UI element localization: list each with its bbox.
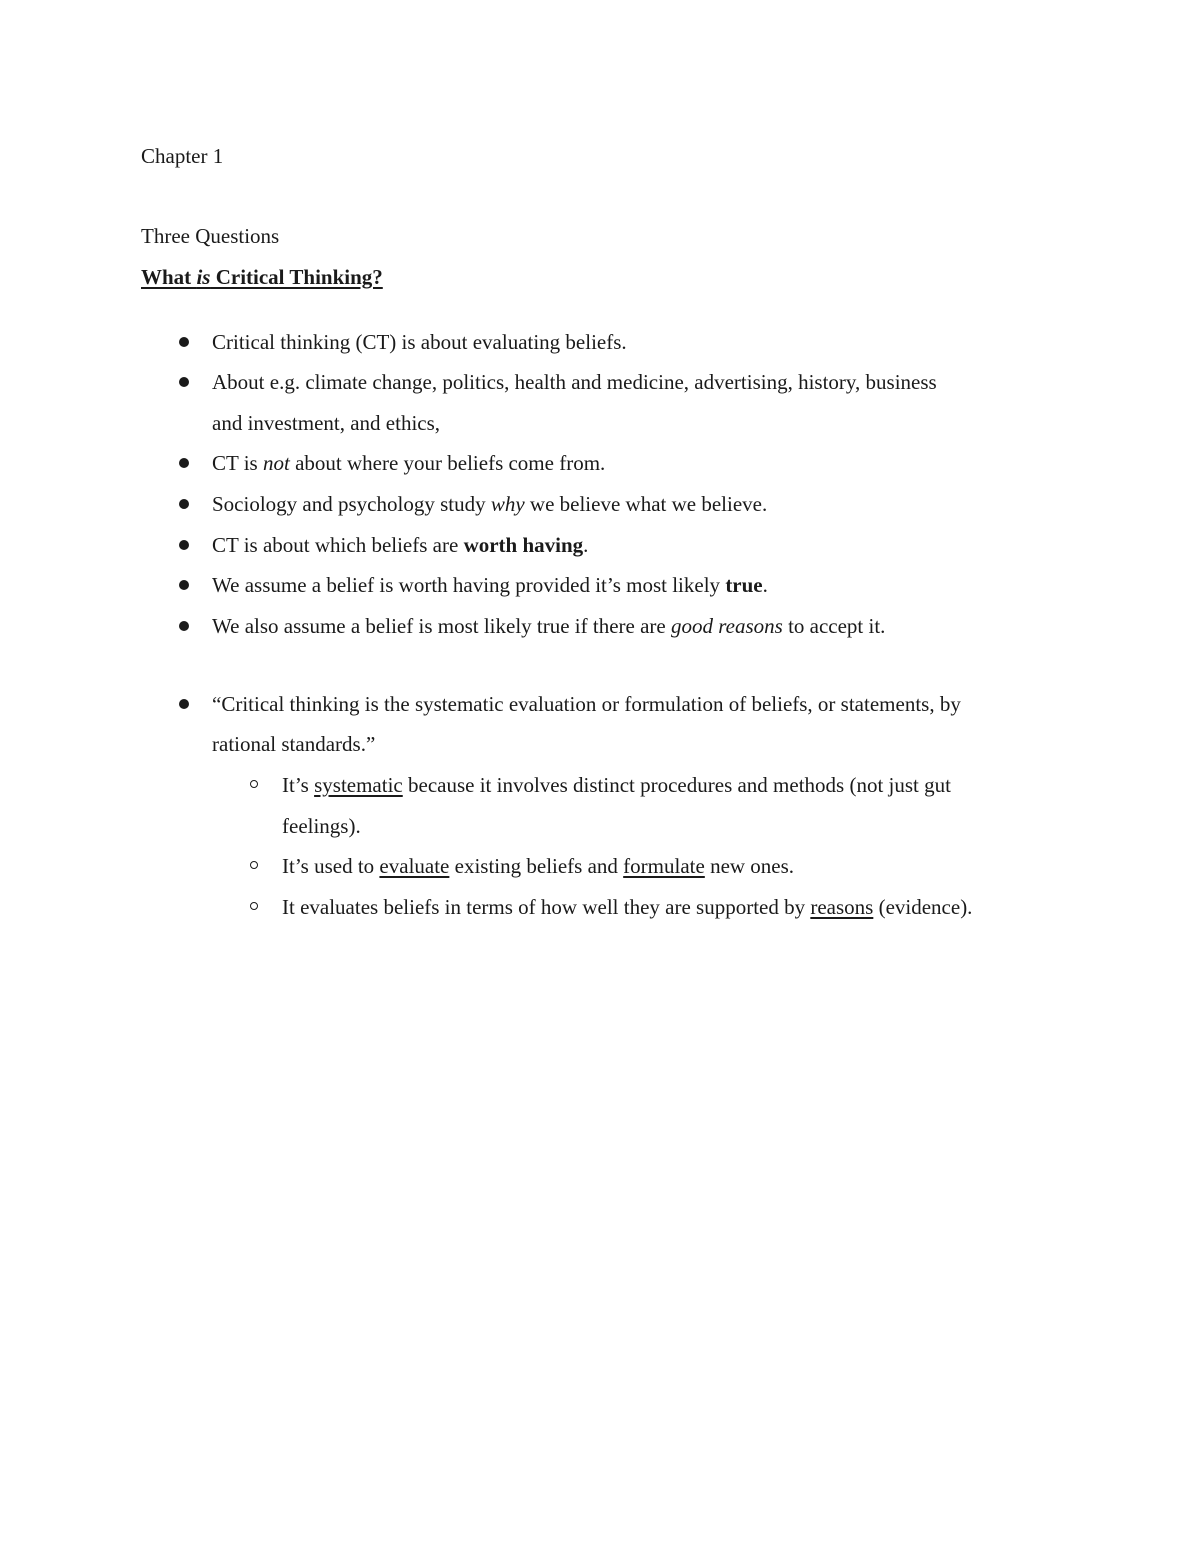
bullet-marker <box>179 499 189 509</box>
sub-list-item-underline: reasons <box>810 895 874 919</box>
sub-list-item <box>282 775 951 796</box>
sub-list-item-underline: evaluate <box>379 854 450 878</box>
list-item-text: we believe what we believe. <box>524 492 768 516</box>
sub-list-item-underline: systematic <box>314 773 403 797</box>
list-item <box>212 453 605 474</box>
heading-part-1: What <box>141 265 197 289</box>
sub-list-item-text: (evidence). <box>873 895 973 919</box>
list-item <box>212 575 768 596</box>
list-item: About e.g. climate change, politics, health and medicine, advertising, history, business <box>212 370 937 394</box>
chapter-title: Chapter 1 <box>141 144 224 168</box>
list-item <box>212 494 767 515</box>
sub-list-item-text: existing beliefs and <box>449 854 624 878</box>
sub-list-item-underline: formulate <box>623 854 705 878</box>
list-item-text: CT is <box>212 451 263 475</box>
list-item-italic: why <box>490 492 525 516</box>
list-item <box>212 616 885 637</box>
sub-list-item-text: because it involves distinct procedures and methods (not just gut <box>402 773 951 797</box>
bullet-marker <box>179 377 189 387</box>
sub-list-item-text: It’s <box>282 773 315 797</box>
list-item-italic: good reasons <box>671 614 783 638</box>
sub-bullet-marker <box>250 902 258 910</box>
sub-list-item <box>282 897 972 918</box>
bullet-marker <box>179 458 189 468</box>
bullet-marker <box>179 337 189 347</box>
list-item-continuation: and investment, and ethics, <box>212 411 441 435</box>
list-item-text: Sociology and psychology study <box>212 492 491 516</box>
heading-part-3: Critical Thinking? <box>210 265 383 289</box>
sub-bullet-marker <box>250 780 258 788</box>
list-item-text: . <box>762 573 768 597</box>
quote-item: “Critical thinking is the systematic evaluation or formulation of beliefs, or statements, by <box>212 692 961 716</box>
list-item-italic: not <box>262 451 290 475</box>
list-item-text: to accept it. <box>782 614 886 638</box>
sub-list-item-text: new ones. <box>704 854 795 878</box>
list-item-bold: true <box>725 573 763 597</box>
quote-item-continuation: rational standards.” <box>212 732 376 756</box>
heading-italic-word: is <box>196 265 211 289</box>
sub-list-item-continuation: feelings). <box>282 814 361 838</box>
sub-list-item-text: It evaluates beliefs in terms of how well they are supported by <box>282 895 811 919</box>
page-heading <box>141 267 383 288</box>
list-item: Critical thinking (CT) is about evaluating beliefs. <box>212 330 627 354</box>
sub-list-item <box>282 856 794 877</box>
section-title: Three Questions <box>141 224 280 248</box>
list-item-text: We assume a belief is worth having provided it’s most likely <box>212 573 726 597</box>
sub-bullet-marker <box>250 861 258 869</box>
list-item-text: CT is about which beliefs are <box>212 533 464 557</box>
list-item-text: about where your beliefs come from. <box>289 451 606 475</box>
bullet-marker <box>179 580 189 590</box>
list-item-text: We also assume a belief is most likely true if there are <box>212 614 671 638</box>
list-item-text: . <box>583 533 589 557</box>
bullet-marker <box>179 699 189 709</box>
sub-list-item-text: It’s used to <box>282 854 380 878</box>
bullet-marker <box>179 540 189 550</box>
list-item <box>212 535 588 556</box>
bullet-marker <box>179 621 189 631</box>
list-item-bold: worth having <box>463 533 584 557</box>
